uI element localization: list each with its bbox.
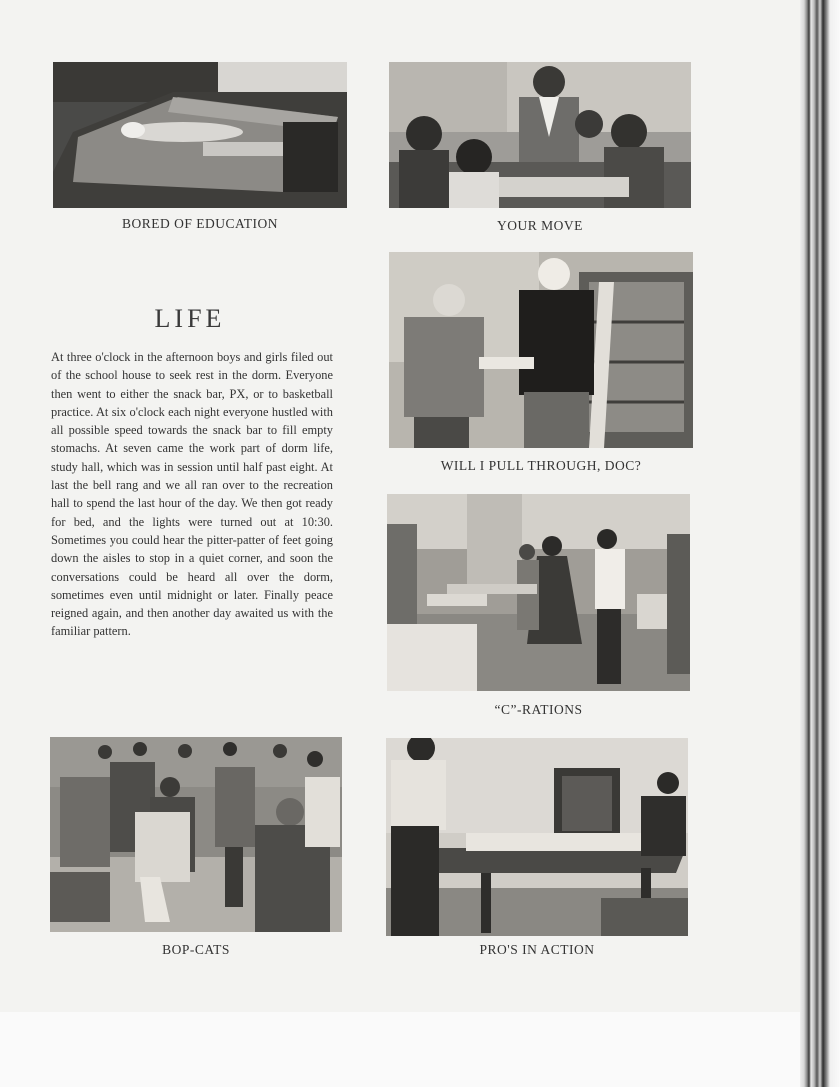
book-binding-edge [800, 0, 840, 1087]
photo-your-move [389, 62, 691, 208]
photo-c-rations [387, 494, 690, 691]
section-title: LIFE [154, 304, 226, 333]
caption-bored-of-education: BORED OF EDUCATION [121, 216, 278, 231]
caption-will-i-pull-through-doc: WILL I PULL THROUGH, DOC? [440, 458, 642, 473]
caption-pros-in-action: PRO'S IN ACTION [479, 942, 595, 957]
photo-will-i-pull-through-doc [389, 252, 693, 448]
caption-c-rations: “C”-RATIONS [494, 702, 583, 717]
section-body-text: At three o'clock in the afternoon boys and girls filed out of the school house to seek rest in the dorm. Everyone then went to either the snack bar, PX, or to basketball practice. At six o'clock each night everyone hustled with all possible speed towards the snack bar to fill empty stomachs. At seven came the work part of dorm life, study hall, which was in session until half past eight. At last the bell rang and we all ran over to the recreation hall to spend the last hour of the day. We then got ready for bed, and the lights were turned out at 10:30. Sometimes you could hear the pitter-patter of feet going down the aisles to stop in a quiet corner, and soon the conversations could be heard all over the dorm, sometimes even until midnight or later. Finally peace reigned again, and then another day awaited us with the familiar pattern. [51, 350, 333, 639]
page-bottom-margin [0, 1012, 800, 1087]
caption-your-move: YOUR MOVE [497, 218, 583, 233]
photo-bored-of-education [53, 62, 347, 208]
photo-bop-cats [50, 737, 342, 932]
photo-pros-in-action [386, 738, 688, 936]
caption-bop-cats: BOP-CATS [162, 942, 230, 957]
